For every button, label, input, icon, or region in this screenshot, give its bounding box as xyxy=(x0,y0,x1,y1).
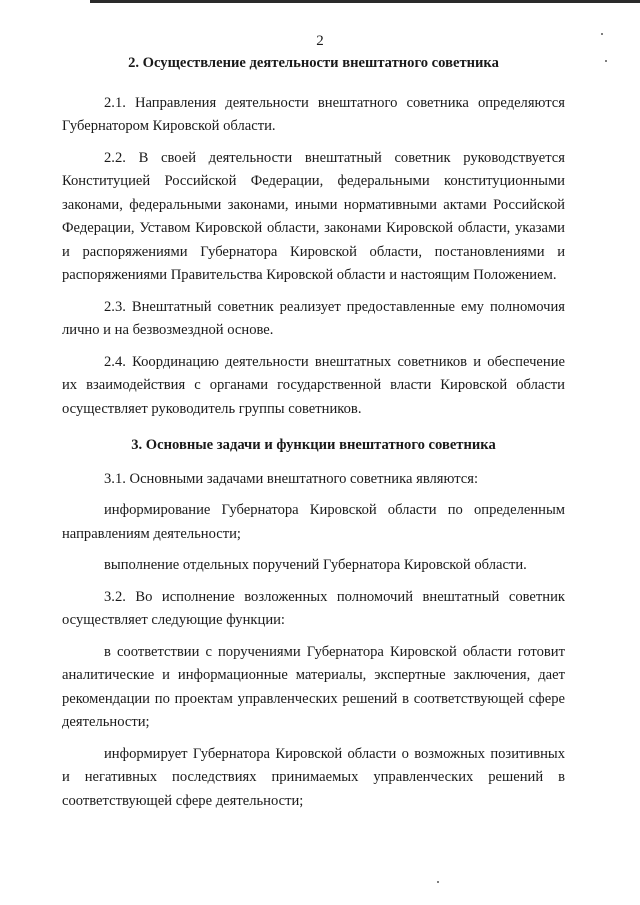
scan-speck xyxy=(605,60,607,62)
paragraph: 2.2. В своей деятельности внештатный советник руководствуется Конституцией Российской Федерации, федеральными конституционными законами, федеральными законами, иными нормативными актами Российской Федерации, Уставом Кировской области, законами Кировской области, указами и распоряжениями Губернатора Кировской области, постановлениями и распоряжениями Правительства Кировской области и настоящим Положением. xyxy=(62,149,565,283)
paragraph: 2.3. Внештатный советник реализует предоставленные ему полномочия лично и на безвозмездной основе. xyxy=(62,298,565,338)
paragraph: 3.1. Основными задачами внештатного советника являются: xyxy=(104,470,479,487)
page-number: 2 xyxy=(316,33,324,49)
paragraph: в соответствии с поручениями Губернатора Кировской области готовит аналитические и информационные материалы, экспертные заключения, дает рекомендации по проектам управленческих решений в соответствующей сфере деятельности; xyxy=(62,643,565,730)
paragraph: 2.4. Координацию деятельности внештатных советников и обеспечение их взаимодействия с органами государственной власти Кировской области осуществляет руководитель группы советников. xyxy=(62,353,565,417)
section-heading: 3. Основные задачи и функции внештатного советника xyxy=(131,437,496,453)
paragraph: 3.2. Во исполнение возложенных полномочий внештатный советник осуществляет следующие функции: xyxy=(62,588,565,628)
paragraph: выполнение отдельных поручений Губернатора Кировской области. xyxy=(104,557,527,573)
paragraph: 2.1. Направления деятельности внештатного советника определяются Губернатором Кировской области. xyxy=(62,94,565,134)
paragraph: информирует Губернатора Кировской области о возможных позитивных и негативных последствиях принимаемых управленческих решений в соответствующей сфере деятельности; xyxy=(62,745,565,809)
document-body xyxy=(62,52,565,821)
paragraph: информирование Губернатора Кировской области по определенным направлениям деятельности; xyxy=(62,502,565,542)
scan-top-border xyxy=(90,0,640,3)
scan-speck xyxy=(437,881,439,883)
section-heading: 2. Осуществление деятельности внештатного советника xyxy=(128,55,499,71)
